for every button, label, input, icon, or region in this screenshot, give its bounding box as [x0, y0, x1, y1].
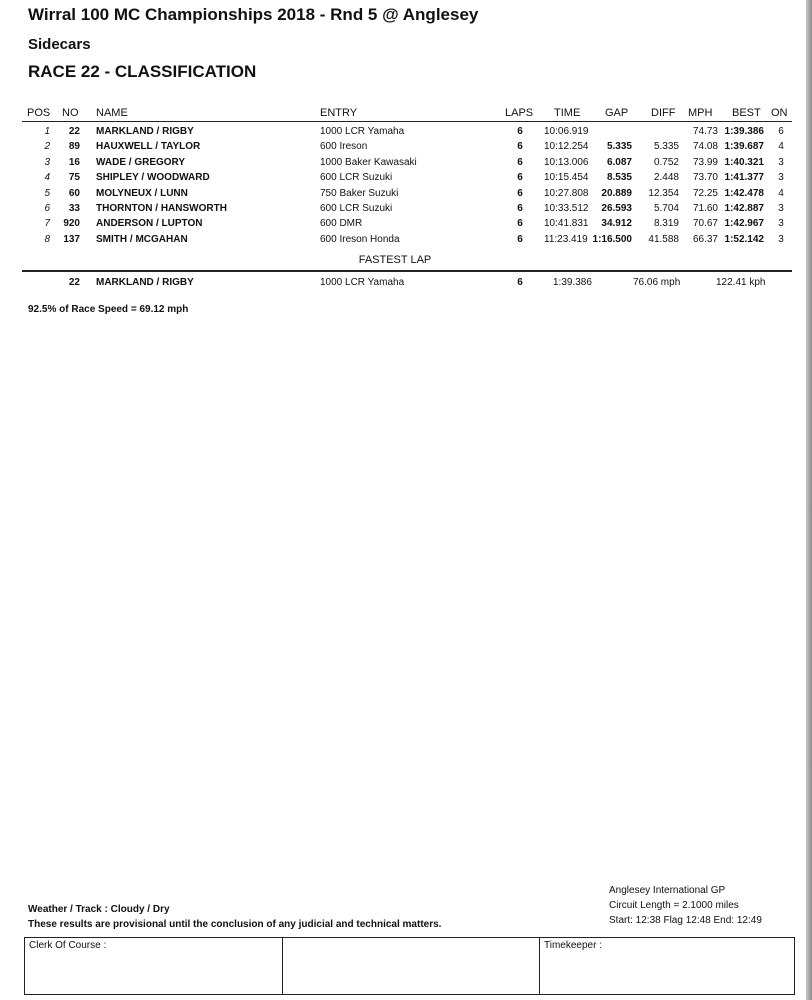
cell-no: 16: [68, 156, 80, 168]
cell-name: ANDERSON / LUPTON: [96, 218, 203, 230]
timekeeper-label: Timekeeper :: [544, 940, 602, 951]
cell-best: 1:42.887: [724, 203, 764, 214]
col-diff: DIFF: [651, 107, 676, 119]
cell-gap: 8.535: [606, 172, 632, 184]
cell-on: 3: [778, 218, 784, 230]
cell-best: 1:52.142: [724, 233, 764, 245]
cell-name: SMITH / MCGAHAN: [96, 233, 188, 245]
race-title: RACE 22 - CLASSIFICATION: [28, 62, 257, 81]
clerk-of-course-label: Clerk Of Course :: [29, 940, 107, 951]
cell-mph: 74.73: [692, 126, 718, 137]
col-pos: POS: [27, 107, 51, 119]
col-gap: GAP: [605, 107, 629, 119]
weather-track: Weather / Track : Cloudy / Dry: [28, 904, 170, 915]
cell-laps: 6: [517, 233, 523, 245]
cell-entry: 750 Baker Suzuki: [320, 187, 399, 199]
cell-mph: 74.08: [692, 141, 718, 153]
cell-gap: 20.889: [601, 187, 632, 199]
provisional-notice: These results are provisional until the conclusion of any judicial and technical matters.: [28, 919, 442, 930]
cell-gap: 34.912: [601, 218, 632, 230]
cell-best: 1:39.386: [724, 126, 764, 137]
cell-no: 89: [68, 141, 80, 153]
header-rule: [22, 121, 792, 122]
cell-entry: 1000 Baker Kawasaki: [320, 156, 417, 168]
timekeeper-box: [539, 937, 795, 995]
cell-gap: 26.593: [601, 203, 632, 214]
cell-time: 11:23.419: [544, 233, 588, 245]
cell-on: 3: [778, 233, 784, 245]
cell-diff: 41.588: [648, 233, 679, 245]
cell-best: 1:39.687: [724, 141, 764, 153]
fastest-entry: 1000 LCR Yamaha: [320, 277, 405, 288]
cell-time: 10:15.454: [544, 172, 589, 184]
cell-diff: 0.752: [653, 156, 679, 168]
cell-no: 33: [68, 203, 80, 214]
cell-entry: 1000 LCR Yamaha: [320, 126, 405, 137]
cell-name: HAUXWELL / TAYLOR: [96, 141, 201, 153]
cell-entry: 600 Ireson Honda: [320, 233, 400, 245]
fastest-lap-rule: [22, 270, 792, 272]
fastest-name: MARKLAND / RIGBY: [96, 277, 194, 288]
cell-name: THORNTON / HANSWORTH: [96, 203, 227, 214]
cell-laps: 6: [517, 218, 523, 230]
cell-time: 10:41.831: [544, 218, 589, 230]
fastest-kph: 122.41 kph: [716, 277, 766, 288]
class-title: Sidecars: [28, 36, 91, 53]
cell-pos: 7: [44, 218, 50, 230]
cell-mph: 71.60: [692, 203, 718, 214]
cell-mph: 73.70: [692, 172, 718, 184]
cell-gap: 1:16.500: [592, 233, 632, 245]
cell-best: 1:41.377: [724, 172, 764, 184]
circuit-length: Circuit Length = 2.1000 miles: [609, 900, 739, 911]
cell-on: 3: [778, 203, 784, 214]
cell-pos: 2: [44, 141, 50, 153]
cell-diff: 8.319: [653, 218, 679, 230]
cell-diff: 5.335: [653, 141, 679, 153]
cell-gap: 6.087: [606, 156, 632, 168]
cell-pos: 4: [44, 172, 50, 184]
cell-no: 920: [63, 218, 80, 230]
cell-time: 10:06.919: [544, 126, 589, 137]
cell-mph: 66.37: [692, 233, 718, 245]
col-name: NAME: [96, 107, 128, 119]
cell-mph: 70.67: [692, 218, 718, 230]
cell-entry: 600 LCR Suzuki: [320, 172, 393, 184]
cell-laps: 6: [517, 156, 523, 168]
cell-time: 10:13.006: [544, 156, 589, 168]
col-no: NO: [62, 107, 79, 119]
col-time: TIME: [554, 107, 581, 119]
cell-diff: 2.448: [653, 172, 679, 184]
fastest-lap-title: FASTEST LAP: [358, 254, 432, 266]
cell-time: 10:27.808: [544, 187, 589, 199]
cell-best: 1:40.321: [724, 156, 764, 168]
clerk-of-course-box: [24, 937, 283, 995]
cell-diff: 12.354: [648, 187, 679, 199]
cell-name: SHIPLEY / WOODWARD: [96, 172, 210, 184]
cell-mph: 72.25: [692, 187, 718, 199]
cell-laps: 6: [517, 187, 523, 199]
race-speed-note: 92.5% of Race Speed = 69.12 mph: [28, 304, 189, 315]
cell-pos: 8: [44, 233, 50, 245]
cell-laps: 6: [517, 172, 523, 184]
circuit-name: Anglesey International GP: [609, 885, 726, 896]
cell-on: 6: [778, 126, 784, 137]
cell-gap: 5.335: [606, 141, 632, 153]
cell-on: 3: [778, 172, 784, 184]
cell-on: 4: [778, 187, 784, 199]
event-title: Wirral 100 MC Championships 2018 - Rnd 5 @ Anglesey: [28, 5, 479, 24]
fastest-no: 22: [68, 277, 80, 288]
signature-box-middle: [282, 937, 540, 995]
cell-best: 1:42.478: [724, 187, 764, 199]
cell-entry: 600 LCR Suzuki: [320, 203, 393, 214]
cell-pos: 3: [44, 156, 50, 168]
cell-best: 1:42.967: [724, 218, 764, 230]
cell-mph: 73.99: [692, 156, 718, 168]
race-times: Start: 12:38 Flag 12:48 End: 12:49: [609, 915, 762, 926]
cell-on: 4: [778, 141, 784, 153]
col-on: ON: [771, 107, 788, 119]
col-best: BEST: [732, 107, 761, 119]
cell-pos: 1: [44, 126, 50, 137]
cell-diff: 5.704: [653, 203, 679, 214]
col-entry: ENTRY: [320, 107, 358, 119]
cell-pos: 5: [44, 187, 50, 199]
cell-entry: 600 DMR: [320, 218, 363, 230]
cell-on: 3: [778, 156, 784, 168]
cell-laps: 6: [517, 203, 523, 214]
cell-no: 60: [68, 187, 80, 199]
fastest-lap-number: 6: [517, 277, 523, 288]
scan-edge: [806, 0, 812, 1000]
cell-name: MOLYNEUX / LUNN: [96, 187, 188, 199]
fastest-time: 1:39.386: [553, 277, 592, 288]
cell-no: 22: [68, 126, 80, 137]
cell-time: 10:12.254: [544, 141, 589, 153]
cell-time: 10:33.512: [544, 203, 589, 214]
col-laps: LAPS: [505, 107, 534, 119]
cell-pos: 6: [44, 203, 50, 214]
cell-no: 75: [68, 172, 80, 184]
fastest-mph: 76.06 mph: [633, 277, 681, 288]
cell-name: WADE / GREGORY: [96, 156, 186, 168]
cell-entry: 600 Ireson: [320, 141, 368, 153]
cell-laps: 6: [517, 141, 523, 153]
col-mph: MPH: [688, 107, 713, 119]
cell-laps: 6: [517, 126, 523, 137]
cell-name: MARKLAND / RIGBY: [96, 126, 194, 137]
cell-no: 137: [63, 233, 80, 245]
